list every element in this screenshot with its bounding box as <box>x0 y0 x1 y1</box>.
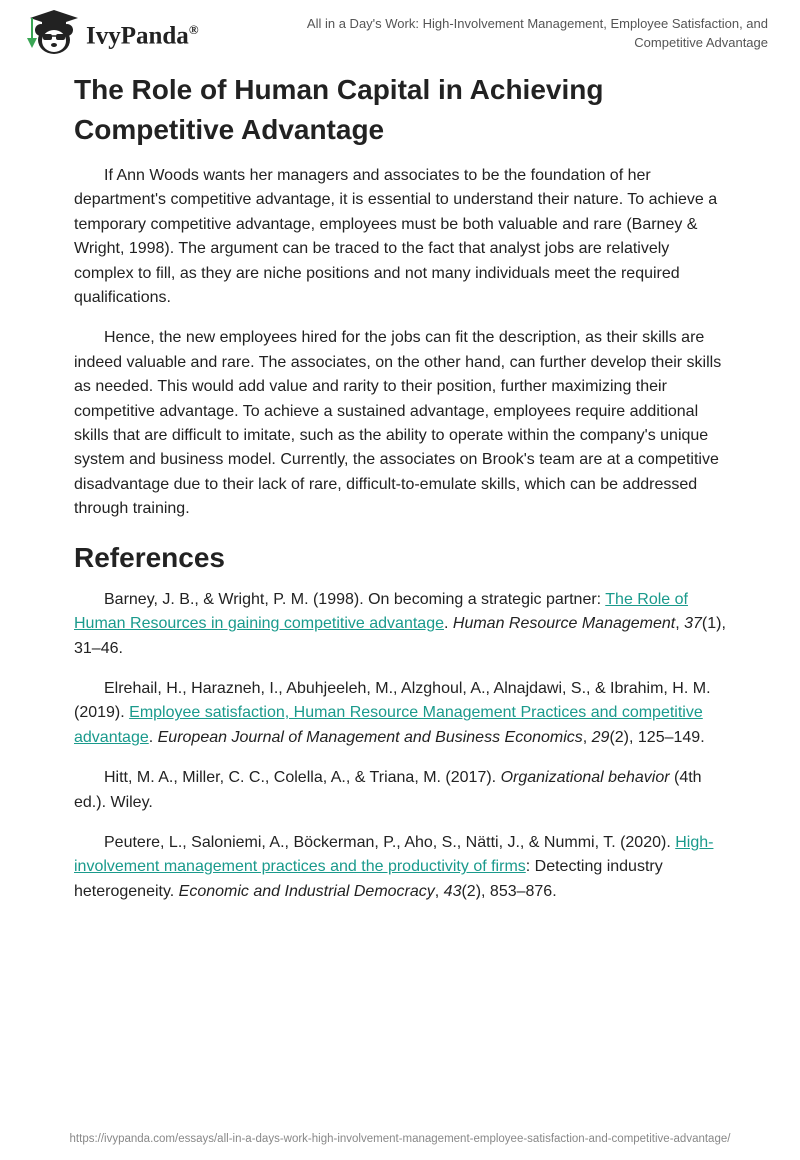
essay-content <box>74 70 728 920</box>
reference-entry <box>74 766 728 815</box>
reference-entry <box>74 831 728 904</box>
reference-italic-text: Organizational behavior <box>500 769 670 787</box>
reference-text: Peutere, L., Saloniemi, A., Böckerman, P., Aho, S., Nätti, J., & Nummi, T. (2020). <box>104 833 676 851</box>
reference-italic-text: 29 <box>591 728 610 746</box>
reference-text: , <box>582 728 592 746</box>
reference-link[interactable]: High-involvement management practices and the productivity of firms <box>74 833 714 876</box>
footer-url: https://ivypanda.com/essays/all-in-a-days-work-high-involvement-management-employee-satisfaction-and-competitive-advantage/ <box>69 1133 731 1145</box>
reference-text: (1), 31–46. <box>74 615 726 657</box>
reference-text: Hitt, M. A., Miller, C. C., Colella, A., & Triana, M. (2017). <box>104 769 501 787</box>
logo-text: IvyPanda <box>86 22 189 50</box>
reference-italic-text: 37 <box>684 615 702 633</box>
ivypanda-logo[interactable] <box>24 8 199 56</box>
references-heading: References <box>74 541 225 573</box>
reference-italic-text: European Journal of Management and Business Economics <box>157 728 583 746</box>
body-paragraph: Hence, the new employees hired for the jobs can fit the description, as their skills are indeed valuable and rare. The associates, on the other hand, can further develop their skills as needed. This would add value and rarity to their position, further maximizing their competitive advantage. To achieve a sustained advantage, employees require additional skills that are difficult to imitate, such as the ability to operate within the company's unique system and business model. Currently, the associates on Brook's team are at a competitive disadvantage due to their lack of rare, difficult-to-emulate skills, which can be addressed through training. <box>74 329 722 518</box>
reference-text: , <box>675 615 685 633</box>
registered-mark: ® <box>188 21 199 37</box>
reference-text: (2), 853–876. <box>461 882 557 900</box>
reference-italic-text: Human Resource Management <box>452 615 676 633</box>
reference-text: (4th ed.). Wiley. <box>74 769 702 811</box>
reference-text: . <box>444 615 453 633</box>
reference-italic-text: Economic and Industrial Democracy <box>178 882 435 900</box>
body-paragraph: If Ann Woods wants her managers and associates to be the foundation of her department's competitive advantage, it is essential to understand their nature. To achieve a temporary competitive advantage, employees must be both valuable and rare (Barney & Wright, 1998). The argument can be traced to the fact that analyst jobs are relatively complex to fill, as they are niche positions and not many individuals meet the required qualifications. <box>74 167 718 307</box>
reference-text: . <box>148 728 158 746</box>
reference-entry <box>74 588 728 661</box>
reference-text: Elrehail, H., Harazneh, I., Abuhjeeleh, M., Alzghoul, A., Alnajdawi, S., & Ibrahim, H. M. (2019). <box>74 679 711 722</box>
reference-text: : Detecting industry heterogeneity. <box>74 858 663 900</box>
reference-entry <box>74 677 728 750</box>
document-title: All in a Day's Work: High-Involvement Management, Employee Satisfaction, and Competitive Advantage <box>306 16 768 50</box>
reference-text: , <box>434 882 444 900</box>
section-heading: The Role of Human Capital in Achieving Competitive Advantage <box>74 74 604 145</box>
panda-logo-icon <box>24 8 80 56</box>
reference-italic-text: 43 <box>443 882 462 900</box>
reference-text: (2), 125–149. <box>609 728 705 746</box>
reference-link[interactable]: The Role of Human Resources in gaining competitive advantage <box>74 590 688 633</box>
references-list <box>74 588 728 904</box>
reference-text: Barney, J. B., & Wright, P. M. (1998). On becoming a strategic partner: <box>104 590 606 608</box>
reference-link[interactable]: Employee satisfaction, Human Resource Management Practices and competitive advantage <box>74 704 703 746</box>
